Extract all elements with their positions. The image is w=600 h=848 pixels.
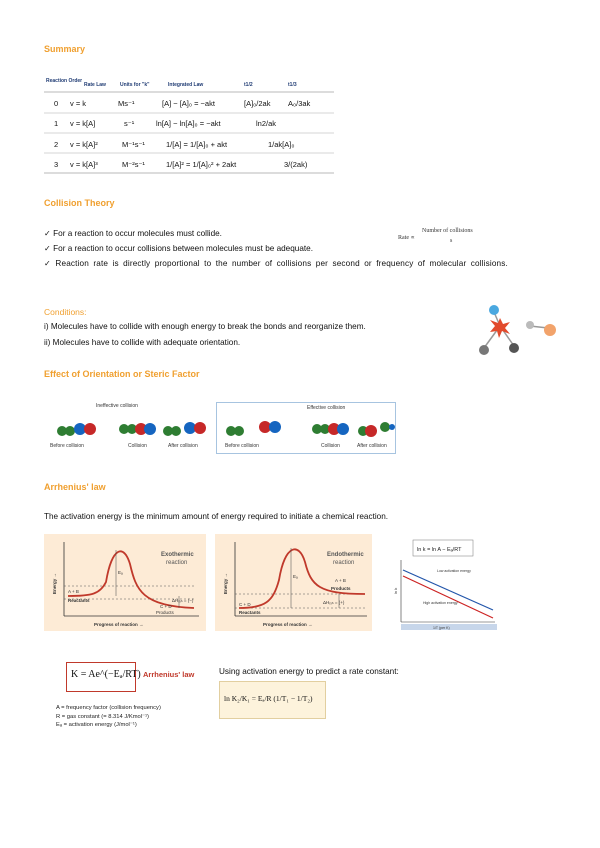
ineffective-collision-panel	[44, 403, 208, 453]
row-2-t-half: 1/ak[A]₀	[268, 140, 295, 149]
endo-x-label: Progress of reaction →	[263, 622, 313, 627]
summary-heading: Summary	[44, 44, 86, 54]
endothermic-diagram	[215, 534, 372, 631]
col-header-rate-law: Rate Law	[84, 82, 106, 88]
col-header-t-half: t1/2	[244, 82, 253, 88]
activation-energy-definition: The activation energy is the minimum amount of energy required to initiate a chemical reaction.	[44, 512, 389, 521]
atom-gray-left	[479, 345, 489, 355]
effective-molecules	[217, 413, 395, 443]
effective-label-collision: Collision	[321, 443, 340, 449]
rate-constant-formula: ln K₂/K₁ = Eₐ/R (1/T₁ − 1/T₂)	[224, 694, 313, 703]
exo-reactants-label: A + B	[68, 589, 79, 594]
endothermic-diagram-svg	[215, 534, 372, 631]
plot-equation: ln k = ln A − Eₐ/RT	[417, 547, 462, 553]
collision-bullet-2: ✓ For a reaction to occur collisions between molecules must be adequate.	[44, 244, 314, 253]
ineffective-label-collision: Collision	[128, 443, 147, 449]
exo-x-label: Progress of reaction →	[94, 622, 144, 627]
orientation-heading: Effect of Orientation or Steric Factor	[44, 369, 200, 379]
definition-r: R = gas constant (= 8.314 J/Kmol⁻¹)	[56, 713, 149, 720]
rate-law-table	[44, 76, 334, 176]
endo-dh: ΔHᵣₓₙ = (+)	[323, 600, 345, 605]
exo-products: Products	[156, 610, 174, 615]
col-header-order: Reaction Order	[46, 78, 83, 84]
row-2-units: M⁻¹s⁻¹	[122, 140, 145, 149]
row-1-rate-law: v = k[A]	[70, 119, 96, 128]
row-0-integrated: [A] − [A]₀ = −akt	[162, 99, 215, 108]
arrhenius-formula: K = Ae^(−Eₐ/RT)	[71, 669, 141, 680]
rate-constant-heading: Using activation energy to predict a rate constant:	[219, 667, 399, 676]
exo-ea: Eₐ	[118, 570, 123, 575]
exo-title-1: Exothermic	[161, 552, 194, 558]
effective-label-before: Before collision	[225, 443, 259, 449]
effective-title: Effective collision	[307, 405, 346, 411]
row-1-units: s⁻¹	[124, 119, 135, 128]
atom-gray-right	[509, 343, 519, 353]
row-3-t-half: 3/(2ak)	[284, 160, 308, 169]
exo-title-2: reaction	[166, 560, 188, 566]
endo-title-2: reaction	[333, 560, 355, 566]
row-3-integrated: 1/[A]² = 1/[A]₀² + 2akt	[166, 160, 237, 169]
plot-line2-label: High activation energy	[423, 601, 458, 605]
ineffective-title: Ineffective collision	[96, 403, 138, 409]
arrhenius-plot	[393, 538, 499, 634]
row-3-order: 3	[54, 160, 59, 169]
ineffective-label-after: After collision	[168, 443, 198, 449]
rate-formula	[398, 228, 498, 248]
exo-dh: ΔHᵣₓₙ = (−)	[172, 598, 194, 603]
rate-formula-numerator: Number of collisions	[422, 228, 473, 234]
row-0-units: Ms⁻¹	[118, 99, 135, 108]
arrhenius-plot-svg	[393, 538, 499, 634]
exo-products-label: C + D	[160, 604, 172, 609]
row-1-integrated: ln[A] − ln[A]₀ = −akt	[156, 119, 221, 128]
row-0-rate-law: v = k	[70, 99, 87, 108]
endo-reactants-label: C + D	[239, 602, 251, 607]
condition-1: i) Molecules have to collide with enough energy to break the bonds and reorganize them.	[44, 322, 366, 331]
condition-2: ii) Molecules have to collide with adequate orientation.	[44, 338, 241, 347]
ineffective-molecules	[44, 413, 208, 443]
collision-illustration	[472, 298, 560, 360]
row-0-t-half: [A]₀/2ak	[244, 99, 271, 108]
endo-reactants: Reactants	[239, 610, 261, 615]
endo-title-1: Endothermic	[327, 552, 364, 558]
arrhenius-heading: Arrhenius' law	[44, 482, 106, 492]
row-3-rate-law: v = k[A]³	[70, 160, 98, 169]
row-0-order: 0	[54, 99, 59, 108]
collision-bullet-3: ✓ Reaction rate is directly proportional to the number of collisions per second or frequency of molecular collisions.	[44, 259, 508, 268]
plot-line1-label: Low activation energy	[437, 569, 471, 573]
conditions-heading: Conditions:	[44, 307, 87, 317]
rate-formula-lhs: Rate ∝	[398, 235, 415, 241]
col-header-units: Units for "k"	[120, 82, 150, 88]
endo-products-label: A + B	[335, 578, 346, 583]
collision-bullet-1: ✓ For a reaction to occur molecules must collide.	[44, 229, 222, 238]
row-2-rate-law: v = k[A]²	[70, 140, 98, 149]
col-header-t-third: t1/3	[288, 82, 297, 88]
exothermic-diagram-svg	[44, 534, 206, 631]
rate-formula-denominator: s	[450, 238, 453, 244]
plot-y-label: ln k	[393, 587, 398, 594]
effective-label-after: After collision	[357, 443, 387, 449]
rate-law-table-svg	[44, 76, 334, 176]
row-3-units: M⁻²s⁻¹	[122, 160, 145, 169]
endo-y-label: Energy →	[223, 572, 228, 594]
ineffective-label-before: Before collision	[50, 443, 84, 449]
endo-ea: Eₐ	[293, 574, 298, 579]
collision-heading: Collision Theory	[44, 198, 115, 208]
row-0-t-third: A₀/3ak	[288, 99, 311, 108]
atom-orange	[544, 324, 556, 336]
effective-collision-panel	[216, 402, 396, 454]
plot-x-label: 1/T (per K)	[433, 626, 450, 630]
arrhenius-definitions	[56, 704, 161, 730]
rate-constant-formula-box	[219, 681, 326, 719]
atom-blue	[489, 305, 499, 315]
row-1-t-half: ln2/ak	[256, 119, 277, 128]
row-1-order: 1	[54, 119, 59, 128]
definition-a: A = frequency factor (collision frequency)	[56, 705, 161, 711]
row-2-order: 2	[54, 140, 59, 149]
endo-products: Products	[331, 586, 351, 591]
definition-ea: Eₐ = activation energy (J/mol⁻¹)	[56, 722, 137, 728]
atom-white	[526, 321, 534, 329]
row-2-integrated: 1/[A] = 1/[A]₀ + akt	[166, 140, 228, 149]
exothermic-diagram	[44, 534, 206, 631]
arrhenius-formula-box	[66, 662, 141, 692]
exo-reactants: Reactants	[68, 598, 90, 603]
exo-y-label: Energy →	[52, 572, 57, 594]
arrhenius-law-label: Arrhenius' law	[143, 670, 195, 679]
col-header-integrated: Integrated Law	[168, 82, 204, 88]
